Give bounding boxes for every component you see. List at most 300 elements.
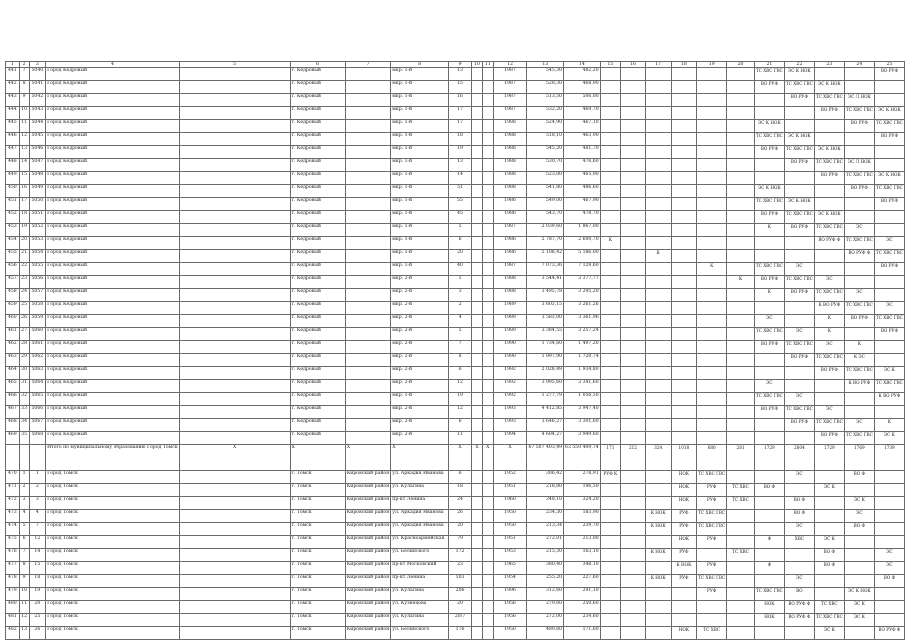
cell-col-4: Город Кедровый [46, 133, 179, 146]
cell-col-21: ЭС [754, 315, 784, 328]
cell-col-24 [844, 627, 874, 640]
cell-col-8: пр-кт Ленина [391, 497, 449, 510]
cell-col-13: 306,42 [527, 471, 564, 484]
cell-col-9: 55 [448, 198, 471, 211]
cell-col-3: 5046 [29, 146, 46, 159]
cell-col-17 [645, 81, 671, 94]
cell-col-24 [844, 68, 874, 81]
cell-col-20 [727, 159, 755, 172]
cell-col-21 [754, 510, 784, 523]
cell-col-13: 528,30 [527, 81, 564, 94]
cell-col-18: РУФ [671, 575, 697, 588]
cell-col-20 [727, 627, 755, 640]
cell-col-14: 1 867,00 [564, 224, 601, 237]
cell-col-20: ТС ХВС [727, 484, 755, 497]
cell-col-23: ТС ХВС ГВС [814, 354, 844, 367]
cell-col-18: НОК [671, 536, 697, 549]
cell-col-11 [482, 68, 493, 81]
cell-col-19 [697, 549, 727, 562]
cell-col-20 [727, 393, 755, 406]
cell-col-25: ТС ХВС ГВС [874, 185, 904, 198]
cell-col-19: РУФ [697, 536, 727, 549]
cell-col-13: 1 997,90 [527, 354, 564, 367]
cell-col-10 [472, 614, 483, 627]
cell-col-4: Город Кедровый [46, 224, 179, 237]
cell-col-2: 25 [19, 302, 29, 315]
cell-col-7 [345, 107, 391, 120]
cell-col-4: Город Томск [46, 549, 179, 562]
cell-col-8: мкр. 2-й [391, 315, 449, 328]
cell-col-15 [600, 289, 620, 302]
cell-col-10 [472, 341, 483, 354]
cell-col-7 [345, 94, 391, 107]
cell-col-10 [472, 367, 483, 380]
cell-col-1: 470 [6, 471, 20, 484]
cell-col-15 [600, 393, 620, 406]
cell-col-18 [671, 146, 697, 159]
cell-col-3: 25 [29, 614, 46, 627]
cell-col-4: Город Кедровый [46, 302, 179, 315]
cell-col-21: ТС ХВС ГВС [754, 588, 784, 601]
cell-col-1: 468 [6, 419, 20, 432]
cell-col-25 [874, 601, 904, 614]
cell-col-2 [19, 445, 29, 471]
cell-col-15: 171 [600, 445, 620, 471]
cell-col-22: ЭС К НОК [784, 68, 814, 81]
cell-col-25: ВО РУФ [874, 328, 904, 341]
cell-col-2: 20 [19, 237, 29, 250]
cell-col-6: г. Томск [290, 523, 345, 536]
cell-col-6: г. Кедровый [290, 302, 345, 315]
cell-col-7: Кировский район [345, 601, 391, 614]
cell-col-22 [784, 185, 814, 198]
cell-col-18 [671, 172, 697, 185]
cell-col-8: мкр. 1-й [391, 107, 449, 120]
cell-col-12: 1988 [493, 289, 527, 302]
cell-col-17 [645, 146, 671, 159]
cell-col-24: ТС ХВС ГВС [844, 432, 874, 445]
cell-col-19 [697, 237, 727, 250]
cell-col-19: РУФ [697, 588, 727, 601]
cell-col-15 [600, 159, 620, 172]
cell-col-23 [814, 588, 844, 601]
cell-col-18 [671, 107, 697, 120]
cell-col-9: 176 [448, 627, 471, 640]
cell-col-22: ТС ХВС ГВС [784, 276, 814, 289]
cell-col-17 [645, 471, 671, 484]
cell-col-6: г. Томск [290, 588, 345, 601]
cell-col-25: ЭС К НОК [874, 107, 904, 120]
cell-col-16 [621, 263, 646, 276]
cell-col-2: 13 [19, 146, 29, 159]
cell-col-6: г. Томск [290, 614, 345, 627]
cell-col-8: мкр. 1-й [391, 120, 449, 133]
cell-col-21: ВО РУФ [754, 81, 784, 94]
cell-col-1: 443 [6, 94, 20, 107]
cell-col-4: Город Кедровый [46, 211, 179, 224]
cell-col-12: 1993 [493, 406, 527, 419]
cell-col-19 [697, 133, 727, 146]
cell-col-14: 3 301,60 [564, 419, 601, 432]
cell-col-16 [621, 471, 646, 484]
cell-col-9: 79 [448, 536, 471, 549]
housing-register-table [5, 61, 905, 640]
cell-col-11 [482, 614, 493, 627]
cell-col-22: ВО РУФ [784, 354, 814, 367]
cell-col-25 [874, 94, 904, 107]
cell-col-18 [671, 354, 697, 367]
cell-col-21: ВО РУФ [754, 211, 784, 224]
cell-col-6: г. Томск [290, 497, 345, 510]
cell-col-12: 1993 [493, 419, 527, 432]
cell-col-22 [784, 302, 814, 315]
cell-col-10 [472, 289, 483, 302]
cell-col-6: г. Кедровый [290, 289, 345, 302]
cell-col-17 [645, 393, 671, 406]
cell-col-7: Кировский район [345, 523, 391, 536]
cell-col-5 [179, 354, 290, 367]
table-row [6, 81, 905, 94]
cell-col-10 [472, 627, 483, 640]
cell-col-3: 5041 [29, 81, 46, 94]
table-row [6, 419, 905, 432]
cell-col-2: 10 [19, 107, 29, 120]
cell-col-22: ЭС К НОК [784, 133, 814, 146]
cell-col-4: Город Кедровый [46, 393, 179, 406]
cell-col-2: 4 [19, 510, 29, 523]
cell-col-21: ТС ХВС ГВС [754, 198, 784, 211]
cell-col-14: 7 129,60 [564, 263, 601, 276]
header-cell: 12 [493, 62, 527, 68]
cell-col-12: 1956 [493, 601, 527, 614]
cell-col-19: ТС ХВС [697, 627, 727, 640]
table-row [6, 315, 905, 328]
cell-col-10 [472, 107, 483, 120]
cell-col-24 [844, 549, 874, 562]
cell-col-23: ТС ХВС ГВС [814, 289, 844, 302]
cell-col-13: 1 734,60 [527, 341, 564, 354]
cell-col-8: Х [391, 445, 449, 471]
cell-col-7 [345, 432, 391, 445]
cell-col-4: Город Кедровый [46, 198, 179, 211]
cell-col-9: 15 [448, 81, 471, 94]
cell-col-17 [645, 627, 671, 640]
cell-col-7 [345, 328, 391, 341]
cell-col-18 [671, 614, 697, 627]
cell-col-7: Кировский район [345, 614, 391, 627]
cell-col-12: 1996 [493, 588, 527, 601]
cell-col-15 [600, 68, 620, 81]
cell-col-16 [621, 510, 646, 523]
cell-col-15 [600, 107, 620, 120]
cell-col-4: Город Кедровый [46, 146, 179, 159]
cell-col-13: 4 412,85 [527, 406, 564, 419]
cell-col-18: РУФ [671, 549, 697, 562]
cell-col-24: ВО Ф [844, 471, 874, 484]
cell-col-23 [814, 133, 844, 146]
cell-col-4: Город Кедровый [46, 328, 179, 341]
cell-col-16 [621, 185, 646, 198]
cell-col-21: ЭС К НОК [754, 185, 784, 198]
cell-col-11 [482, 484, 493, 497]
cell-col-20 [727, 432, 755, 445]
cell-col-24 [844, 146, 874, 159]
cell-col-5 [179, 510, 290, 523]
total-row [6, 445, 905, 471]
cell-col-18 [671, 68, 697, 81]
cell-col-21 [754, 250, 784, 263]
cell-col-14: 469,70 [564, 107, 601, 120]
cell-col-25 [874, 510, 904, 523]
cell-col-7 [345, 315, 391, 328]
cell-col-15 [600, 120, 620, 133]
cell-col-1: 464 [6, 367, 20, 380]
table-row [6, 159, 905, 172]
cell-col-18 [671, 302, 697, 315]
cell-col-1: 457 [6, 276, 20, 289]
cell-col-10 [472, 588, 483, 601]
table-row [6, 276, 905, 289]
cell-col-19 [697, 380, 727, 393]
cell-col-19 [697, 107, 727, 120]
cell-col-17 [645, 562, 671, 575]
cell-col-16 [621, 302, 646, 315]
cell-col-17 [645, 367, 671, 380]
cell-col-20 [727, 224, 755, 237]
cell-col-20 [727, 354, 755, 367]
cell-col-10 [472, 159, 483, 172]
cell-col-17 [645, 484, 671, 497]
cell-col-17: К НОК [645, 523, 671, 536]
cell-col-7 [345, 133, 391, 146]
cell-col-7 [345, 289, 391, 302]
cell-col-21 [754, 627, 784, 640]
cell-col-25: К ВО РУФ [874, 393, 904, 406]
cell-col-9: 8 [448, 354, 471, 367]
cell-col-7: Кировский район [345, 484, 391, 497]
cell-col-14: 467,90 [564, 198, 601, 211]
cell-col-7 [345, 172, 391, 185]
table-row [6, 406, 905, 419]
cell-col-4: Город Томск [46, 588, 179, 601]
table-row [6, 289, 905, 302]
cell-col-9: 6 [448, 367, 471, 380]
cell-col-16 [621, 549, 646, 562]
cell-col-8: мкр. 2-й [391, 354, 449, 367]
cell-col-2: 2 [19, 484, 29, 497]
cell-col-11 [482, 276, 493, 289]
cell-col-17: К НОК [645, 510, 671, 523]
cell-col-8: ул. Красноармейская [391, 536, 449, 549]
cell-col-15 [600, 172, 620, 185]
cell-col-1: 466 [6, 393, 20, 406]
cell-col-19 [697, 614, 727, 627]
cell-col-20 [727, 237, 755, 250]
cell-col-5 [179, 562, 290, 575]
cell-col-4: Город Томск [46, 627, 179, 640]
cell-col-16 [621, 380, 646, 393]
cell-col-19 [697, 224, 727, 237]
cell-col-5 [179, 328, 290, 341]
cell-col-8: ул. Белинского [391, 549, 449, 562]
cell-col-15 [600, 250, 620, 263]
cell-col-23: К [814, 328, 844, 341]
cell-col-9: 45 [448, 211, 471, 224]
cell-col-14: 171,60 [564, 627, 601, 640]
cell-col-24: ТС ХВС ГВС [844, 237, 874, 250]
cell-col-11 [482, 523, 493, 536]
cell-col-21: НОК [754, 601, 784, 614]
cell-col-14: 506,00 [564, 94, 601, 107]
cell-col-1: 482 [6, 627, 20, 640]
cell-col-3: 12 [29, 536, 46, 549]
cell-col-9: 24 [448, 497, 471, 510]
cell-col-24 [844, 276, 874, 289]
cell-col-23: ТС ХВС [814, 601, 844, 614]
cell-col-13: 532,20 [527, 107, 564, 120]
cell-col-9: 18 [448, 484, 471, 497]
cell-col-1: 475 [6, 536, 20, 549]
cell-col-25 [874, 159, 904, 172]
cell-col-14: 463,90 [564, 133, 601, 146]
cell-col-13: 380,40 [527, 562, 564, 575]
cell-col-4: Город Кедровый [46, 185, 179, 198]
cell-col-25 [874, 354, 904, 367]
cell-col-8: ул. Аркадия Иванова [391, 471, 449, 484]
cell-col-24 [844, 484, 874, 497]
cell-col-22 [784, 432, 814, 445]
cell-col-25: ЭС [874, 302, 904, 315]
cell-col-11 [482, 263, 493, 276]
cell-col-13: 312,60 [527, 588, 564, 601]
cell-col-21: ТС ХВС ГВС [754, 328, 784, 341]
cell-col-16 [621, 575, 646, 588]
cell-col-5 [179, 536, 290, 549]
cell-col-13: 3 583,00 [527, 315, 564, 328]
cell-col-2: 8 [19, 81, 29, 94]
cell-col-6: г. Кедровый [290, 94, 345, 107]
cell-col-16 [621, 601, 646, 614]
cell-col-25: ТС ХВС ГВС [874, 380, 904, 393]
cell-col-1: 461 [6, 328, 20, 341]
cell-col-14: 3 341,60 [564, 380, 601, 393]
cell-col-8: мкр. 1-й [391, 224, 449, 237]
header-cell: 13 [527, 62, 564, 68]
cell-col-23: ВО РУФ [814, 367, 844, 380]
cell-col-21 [754, 172, 784, 185]
cell-col-9: 13 [448, 68, 471, 81]
cell-col-4: Город Кедровый [46, 367, 179, 380]
cell-col-14: 3 377,77 [564, 276, 601, 289]
cell-col-17 [645, 159, 671, 172]
cell-col-20 [727, 588, 755, 601]
cell-col-1: 462 [6, 341, 20, 354]
cell-col-1: 458 [6, 289, 20, 302]
cell-col-2: 27 [19, 328, 29, 341]
cell-col-7 [345, 159, 391, 172]
cell-col-4: Город Кедровый [46, 250, 179, 263]
cell-col-3: 5066 [29, 406, 46, 419]
cell-col-4: Город Кедровый [46, 380, 179, 393]
cell-col-13: 3 603,15 [527, 302, 564, 315]
cell-col-13: 545,20 [527, 146, 564, 159]
cell-col-9: 40 [448, 263, 471, 276]
cell-col-3: 5048 [29, 172, 46, 185]
cell-col-18 [671, 432, 697, 445]
cell-col-7 [345, 250, 391, 263]
cell-col-13: 348,10 [527, 497, 564, 510]
cell-col-8: мкр. 1-й [391, 185, 449, 198]
cell-col-6: г. Кедровый [290, 146, 345, 159]
cell-col-18 [671, 237, 697, 250]
cell-col-15 [600, 627, 620, 640]
cell-col-1: 471 [6, 484, 20, 497]
cell-col-7 [345, 406, 391, 419]
cell-col-13: 1 277,79 [527, 393, 564, 406]
cell-col-15 [600, 354, 620, 367]
cell-col-23: К [814, 315, 844, 328]
cell-col-15 [600, 133, 620, 146]
cell-col-12: 1988 [493, 276, 527, 289]
cell-col-4: Город Томск [46, 601, 179, 614]
cell-col-1: 456 [6, 263, 20, 276]
cell-col-8: ул. Кулагина [391, 484, 449, 497]
cell-col-7 [345, 81, 391, 94]
cell-col-22: ВО РУФ Ф [784, 601, 814, 614]
cell-col-6: г. Кедровый [290, 68, 345, 81]
cell-col-2: 13 [19, 627, 29, 640]
cell-col-23 [814, 250, 844, 263]
cell-col-16 [621, 172, 646, 185]
cell-col-5 [179, 601, 290, 614]
cell-col-24: ТС ХВС ГВС [844, 172, 874, 185]
cell-col-12: 1950 [493, 510, 527, 523]
cell-col-19 [697, 354, 727, 367]
header-cell: 8 [391, 62, 449, 68]
cell-col-3: 5054 [29, 250, 46, 263]
cell-col-19 [697, 172, 727, 185]
cell-col-16 [621, 68, 646, 81]
cell-col-6: г. Кедровый [290, 159, 345, 172]
cell-col-22: ЭС [784, 575, 814, 588]
cell-col-22: ВО Ф [784, 510, 814, 523]
cell-col-21: ВО РУФ [754, 341, 784, 354]
cell-col-3: 5059 [29, 315, 46, 328]
cell-col-24: ЭС [844, 289, 874, 302]
cell-col-21: К [754, 224, 784, 237]
cell-col-2: 14 [19, 159, 29, 172]
cell-col-17: 324 [645, 445, 671, 471]
cell-col-8: мкр. 1-й [391, 94, 449, 107]
cell-col-24: К ВО РУФ [844, 380, 874, 393]
cell-col-13: 218,80 [527, 484, 564, 497]
header-cell: 1 [6, 62, 20, 68]
cell-col-19 [697, 393, 727, 406]
cell-col-17 [645, 432, 671, 445]
cell-col-1: 455 [6, 250, 20, 263]
cell-col-12: 1952 [493, 471, 527, 484]
cell-col-8: мкр. 1-й [391, 146, 449, 159]
cell-col-14: 468,90 [564, 81, 601, 94]
cell-col-25: ЭС К [874, 432, 904, 445]
cell-col-21 [754, 354, 784, 367]
cell-col-5 [179, 120, 290, 133]
cell-col-13: 272,01 [527, 536, 564, 549]
table-row [6, 68, 905, 81]
cell-col-10 [472, 172, 483, 185]
cell-col-5 [179, 380, 290, 393]
cell-col-21: ТС ХВС ГВС [754, 133, 784, 146]
